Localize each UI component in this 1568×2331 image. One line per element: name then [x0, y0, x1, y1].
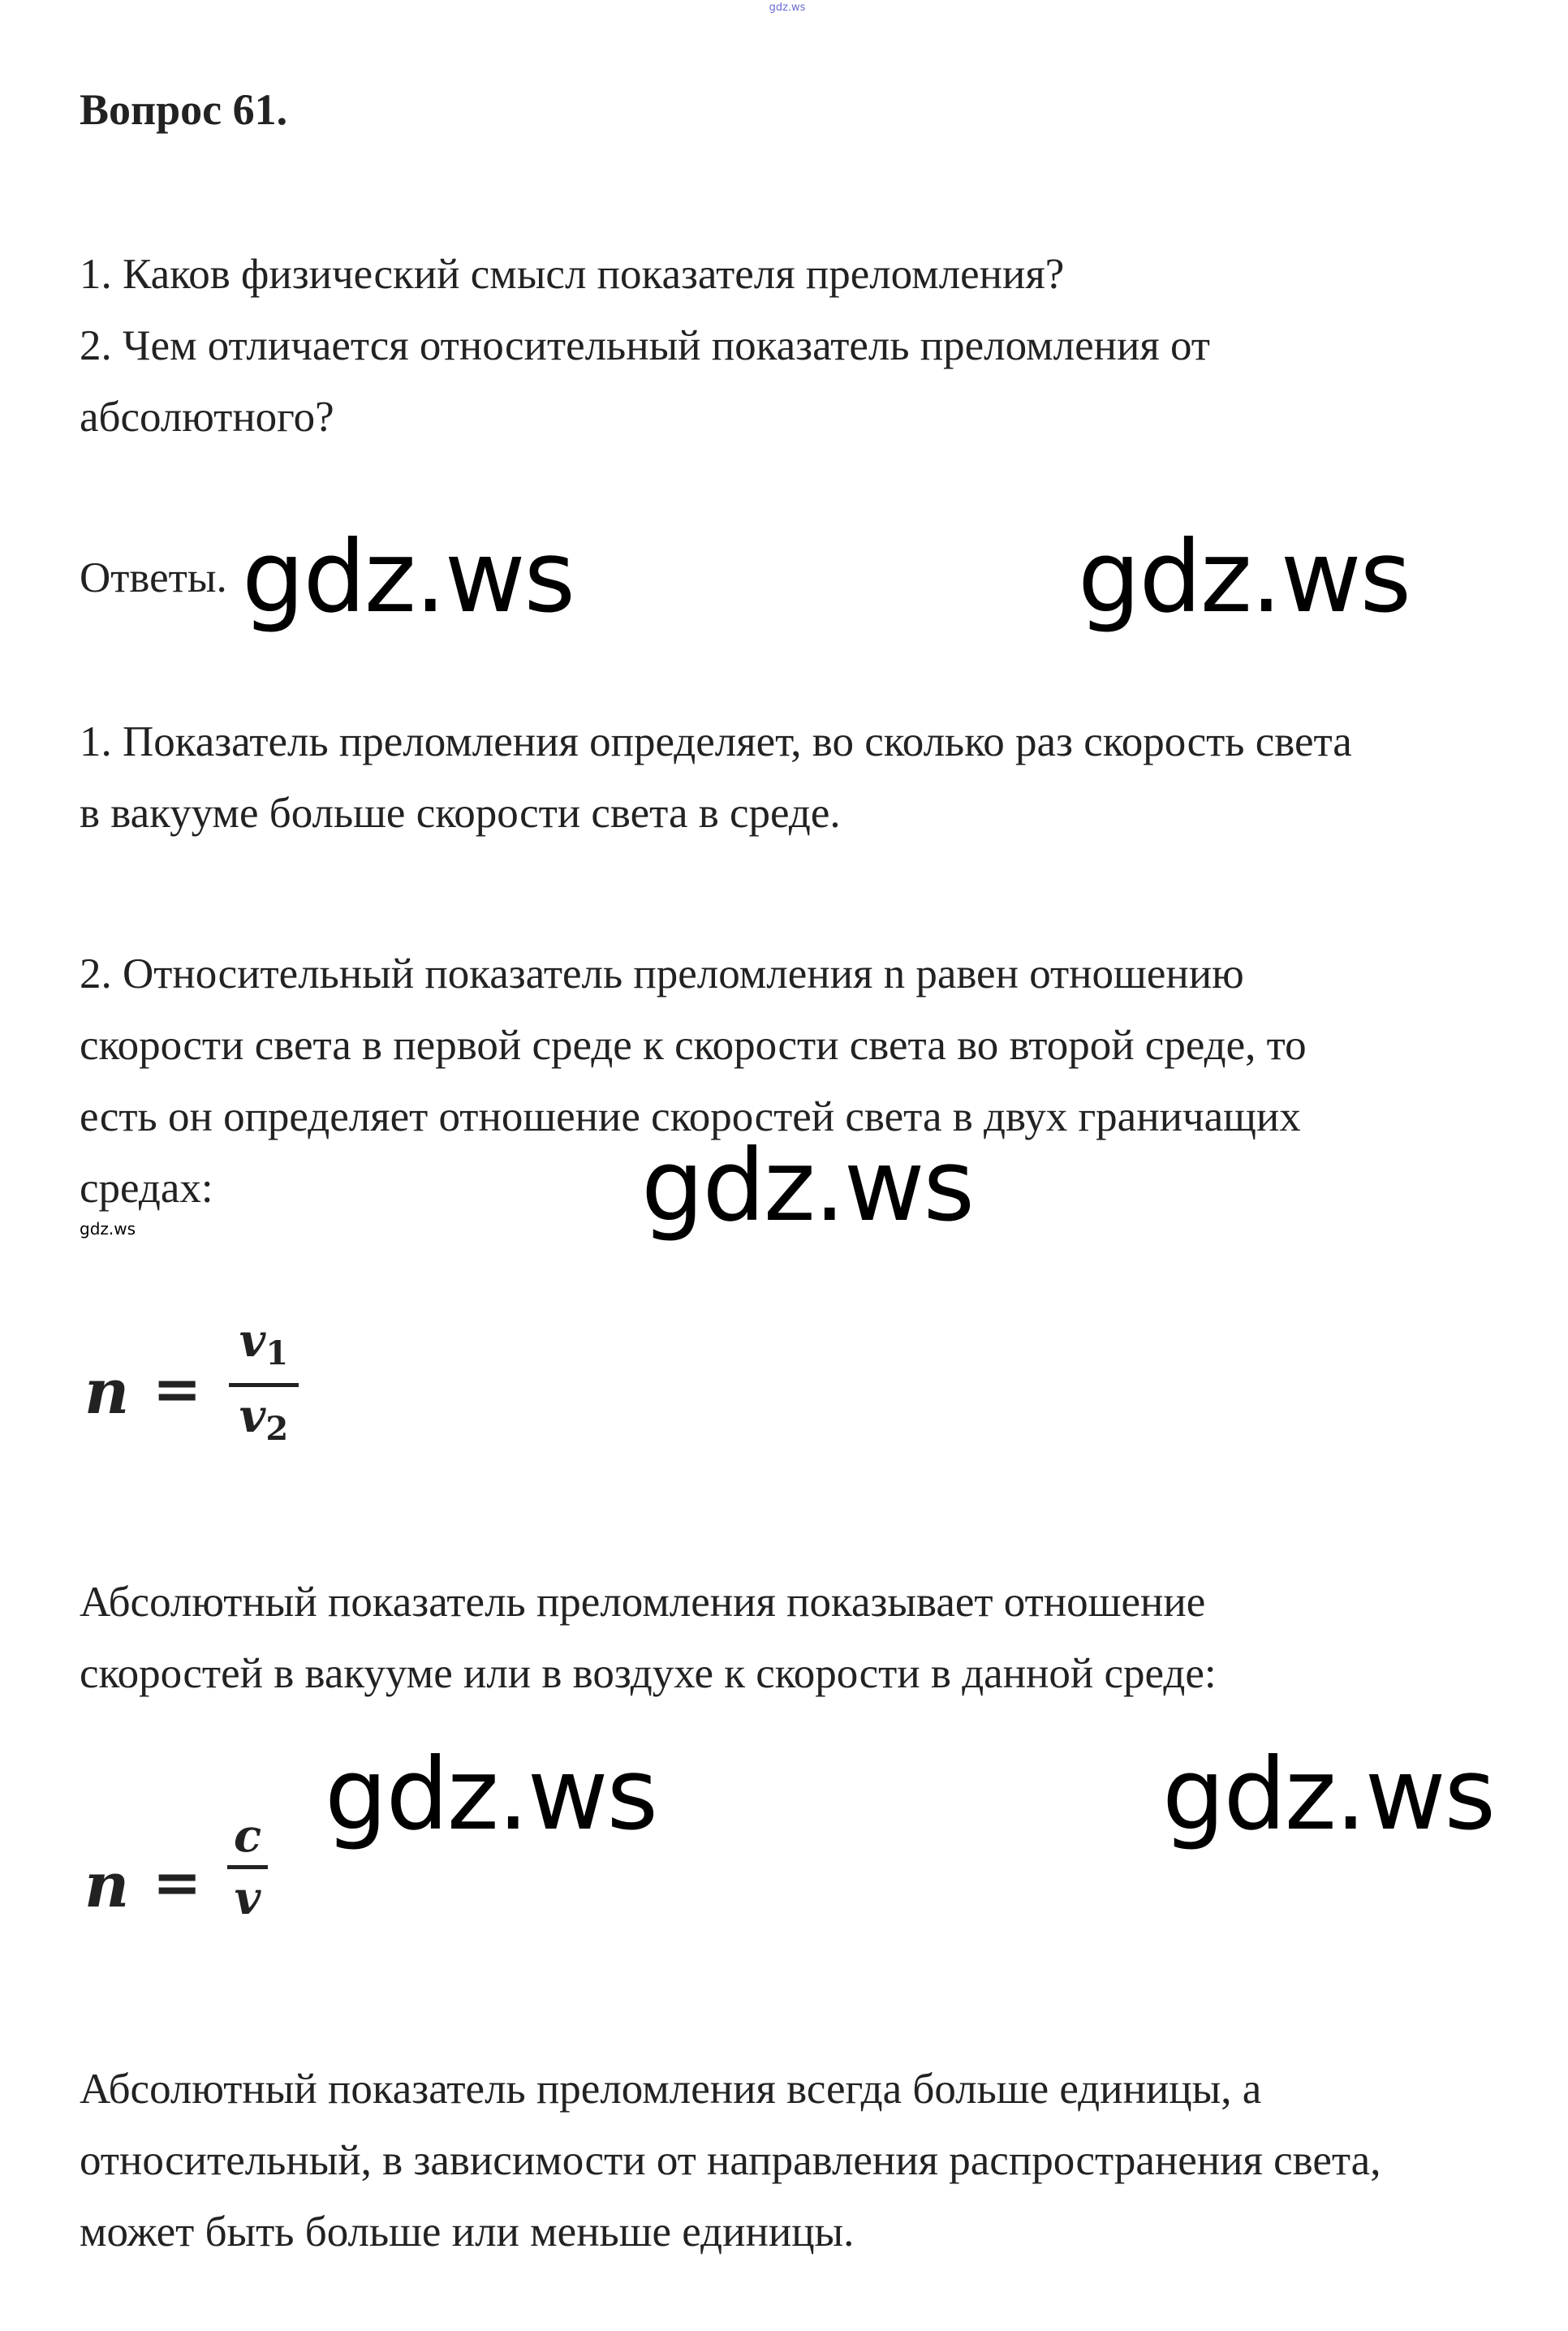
answer-2-line: средах:	[80, 1165, 213, 1212]
answers-label: Ответы.	[80, 554, 227, 601]
answer-1-line: в вакууме больше скорости света в среде.	[80, 790, 841, 837]
answer-2-line: скорости света в первой среде к скорости света во второй среде, то	[80, 1022, 1307, 1069]
question-item-2: 2. Чем отличается относительный показатель преломления от	[80, 322, 1210, 369]
formula-equals: =	[153, 1354, 202, 1423]
top-watermark: gdz.ws	[769, 2, 806, 14]
formula-denominator: v	[234, 1872, 261, 1925]
watermark: gdz.ws	[325, 1737, 657, 1852]
question-item-2-cont: абсолютного?	[80, 394, 334, 441]
answer-3	[80, 1566, 1524, 1709]
fraction-bar	[227, 1865, 268, 1869]
small-watermark: gdz.ws	[80, 1219, 136, 1239]
formula-lhs: n	[84, 1849, 130, 1921]
formula-fraction	[229, 1316, 299, 1454]
conclusion-line: может быть больше или меньше единицы.	[80, 2208, 855, 2256]
answer-3-line: Абсолютный показатель преломления показывает отношение	[80, 1579, 1206, 1626]
formula-relative-index	[84, 1313, 328, 1459]
watermark: gdz.ws	[1162, 1737, 1495, 1852]
formula-numerator: c	[233, 1809, 262, 1863]
answer-3-line: скоростей в вакууме или в воздухе к скорости в данной среде:	[80, 1650, 1217, 1697]
watermark: gdz.ws	[1078, 519, 1411, 635]
formula-lhs: n	[84, 1355, 130, 1428]
answer-2-line: есть он определяет отношение скоростей света в двух граничащих	[80, 1093, 1301, 1140]
question-list	[80, 239, 1524, 453]
formula-equals: =	[153, 1847, 202, 1916]
conclusion-line: Абсолютный показатель преломления всегда больше единицы, а	[80, 2066, 1262, 2113]
question-title: Вопрос 61.	[80, 85, 288, 134]
conclusion	[80, 2053, 1524, 2268]
question-item-1: 1. Каков физический смысл показателя преломления?	[80, 251, 1065, 298]
answer-2-line: 2. Относительный показатель преломления n равен отношению	[80, 950, 1244, 997]
formula-denominator: $v_2$	[239, 1390, 289, 1448]
formula-numerator: $v_1$	[239, 1314, 289, 1372]
watermark: gdz.ws	[641, 1128, 974, 1243]
answer-1	[80, 706, 1524, 849]
fraction-bar	[229, 1383, 299, 1387]
formula-absolute-index	[84, 1807, 295, 1953]
answer-1-line: 1. Показатель преломления определяет, во сколько раз скорость света	[80, 718, 1352, 765]
conclusion-line: относительный, в зависимости от направления распространения света,	[80, 2137, 1381, 2184]
formula-fraction	[227, 1809, 268, 1925]
watermark: gdz.ws	[242, 519, 575, 635]
